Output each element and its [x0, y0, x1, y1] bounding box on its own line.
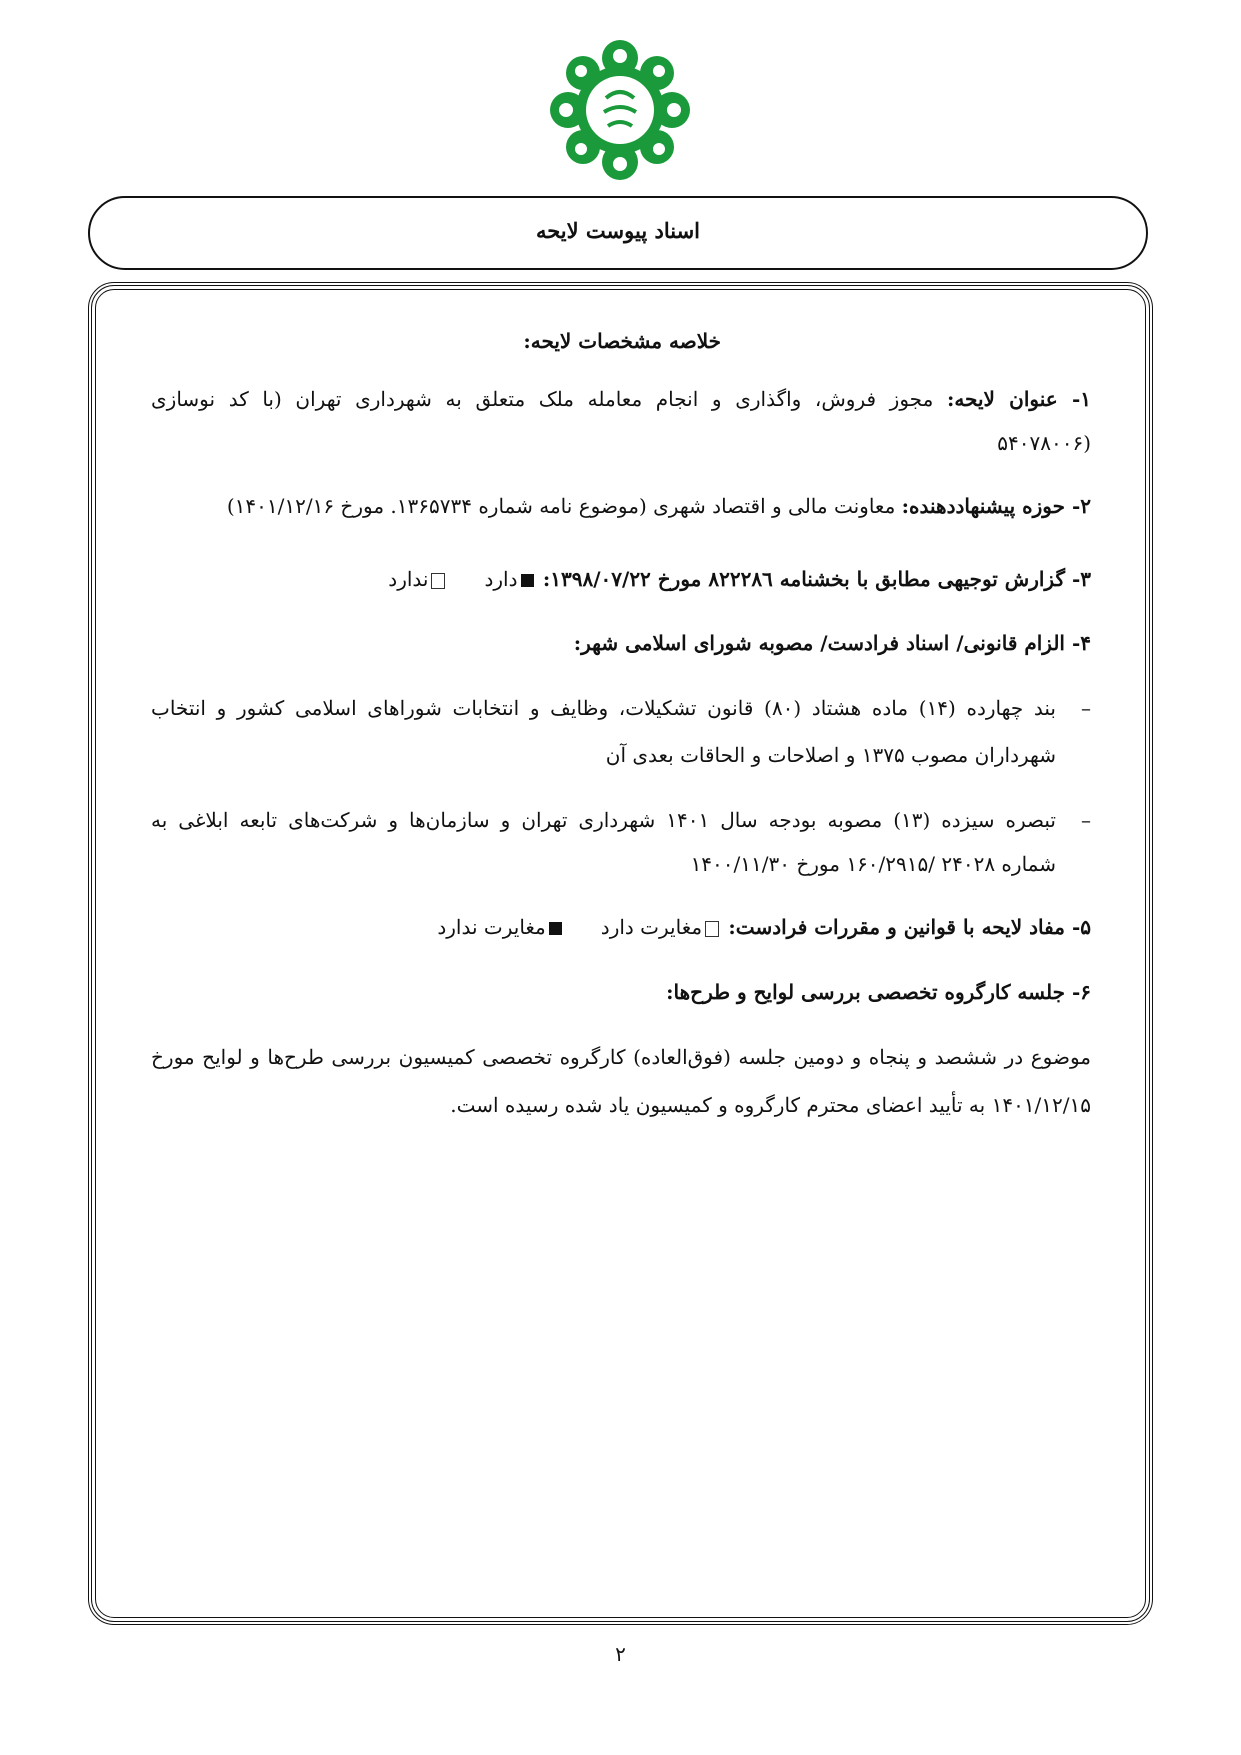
item4-bullet1-line2: شهرداران مصوب ۱۳۷۵ و اصلاحات و الحاقات بعدی آن — [605, 743, 1056, 767]
item3-yes-label: دارد — [484, 567, 518, 591]
item5-conflict-label: مغایرت دارد — [600, 915, 703, 939]
item2-label: ۲- حوزه پیشنهاددهنده: — [901, 494, 1091, 518]
bullet-dash: – — [1081, 808, 1091, 832]
item5 — [437, 917, 1091, 937]
item2-text: معاونت مالی و اقتصاد شهری (موضوع نامه شماره ۱۳۶۵۷۳۴. مورخ ۱۴۰۱/۱۲/۱۶) — [226, 494, 896, 518]
summary-heading: خلاصه مشخصات لایحه: — [523, 329, 721, 353]
item4-bullet2-line2: شماره ۲۴۰۲۸ /۱۶۰/۲۹۱۵ مورخ ۱۴۰۰/۱۱/۳۰ — [690, 852, 1056, 876]
item1-cont: (۵۴۰۷۸۰۰۶ — [997, 431, 1091, 455]
item3-no-label: ندارد — [388, 567, 429, 591]
item6-line1: موضوع در ششصد و پنجاه و دومین جلسه (فوق‌العاده) کارگروه تخصصی کمیسیون بررسی طرح‌ها و لوایح مورخ — [151, 1045, 1091, 1069]
tehran-municipality-logo — [548, 38, 692, 182]
item6-label: ۶- جلسه کارگروه تخصصی بررسی لوایح و طرح‌ها: — [666, 980, 1091, 1004]
item4-label: ۴- الزام قانونی/ اسناد فرادست/ مصوبه شورای اسلامی شهر: — [573, 631, 1091, 655]
item3-no-checkbox[interactable] — [431, 573, 445, 589]
item5-conflict-checkbox[interactable] — [705, 921, 719, 937]
item3-label: ۳- گزارش توجیهی مطابق با بخشنامه ۸۲۲۲۸٦ مورخ ۱۳۹۸/۰۷/۲۲: — [542, 567, 1091, 591]
item5-no-conflict-label: مغایرت ندارد — [437, 915, 546, 939]
item4-bullet2-line1: تبصره سیزده (۱۳) مصوبه بودجه سال ۱۴۰۱ شهرداری تهران و سازمان‌ها و شرکت‌های تابعه ابلاغی به — [151, 808, 1056, 832]
item5-no-conflict-checkbox[interactable] — [549, 922, 562, 935]
item5-label: ۵- مفاد لایحه با قوانین و مقررات فرادست: — [728, 915, 1091, 939]
item6-line2: ۱۴۰۱/۱۲/۱۵ به تأیید اعضای محترم کارگروه و کمیسیون یاد شده رسیده است. — [450, 1093, 1091, 1117]
item1 — [151, 389, 1091, 409]
item4-bullet1-line1: بند چهارده (۱۴) ماده هشتاد (۸۰) قانون تشکیلات، وظایف و انتخابات شوراهای اسلامی کشور و انتخاب — [151, 696, 1056, 720]
page-number: ۲ — [615, 1642, 626, 1666]
header-title: اسناد پیوست لایحه — [535, 218, 701, 243]
header-box — [88, 196, 1148, 270]
bullet-dash: – — [1081, 696, 1091, 720]
content-frame — [88, 282, 1153, 1625]
item2 — [227, 496, 1091, 516]
item1-label: ۱- عنوان لایحه: — [946, 387, 1092, 411]
item3 — [388, 569, 1091, 589]
item1-text: مجوز فروش، واگذاری و انجام معامله ملک متعلق به شهرداری تهران (با کد نوسازی — [151, 387, 934, 411]
item3-yes-checkbox[interactable] — [521, 574, 534, 587]
